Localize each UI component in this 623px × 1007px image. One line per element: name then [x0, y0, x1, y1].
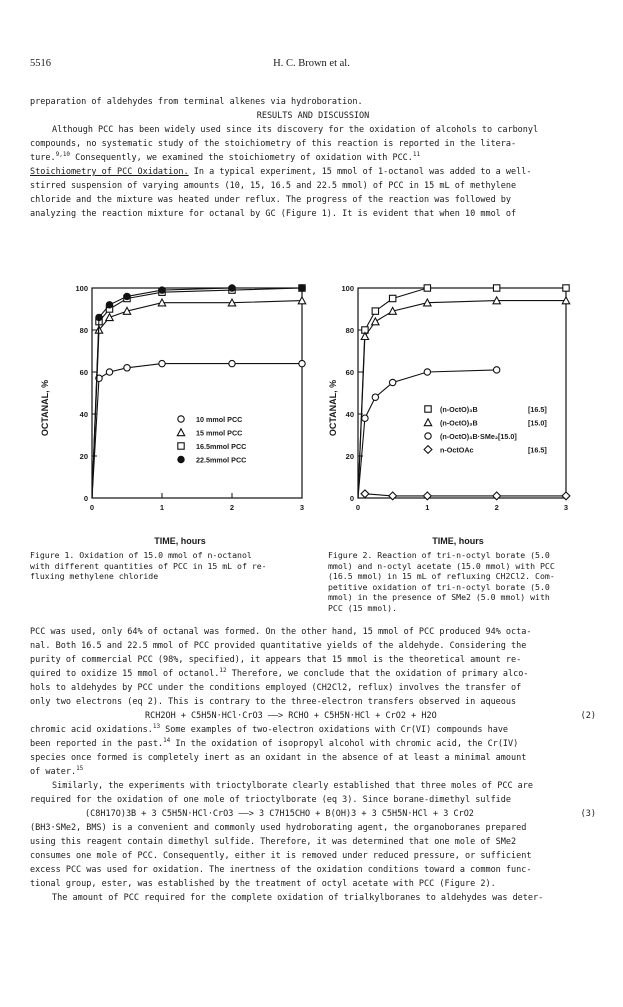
y-tick-label: 0 [349, 494, 354, 503]
text-line: nal. Both 16.5 and 22.5 mmol of PCC provided quantitative yields of the aldehyde. Considering the [30, 641, 527, 651]
legend-marker [424, 446, 432, 454]
data-point [106, 302, 112, 308]
legend-marker [425, 406, 431, 412]
text-line: only two electrons (eq 2). This is contrary to the three-electron transfers observed in aqueous [30, 697, 517, 707]
text-line: consumes one mole of PCC. Consequently, either it is removed under reduced pressure, or sufficient [30, 851, 532, 861]
data-point [106, 369, 112, 375]
text-line [30, 667, 596, 681]
legend-value: [16.5] [528, 445, 547, 455]
text-span: quired to oxidize 15 mmol of octanol. [30, 669, 220, 679]
y-tick-label: 40 [345, 410, 354, 419]
text-line: stirred suspension of varying amounts (10, 15, 16.5 and 22.5 mmol) of PCC in 15 mL of methylene [30, 181, 517, 191]
page-number: 5516 [30, 58, 51, 69]
y-tick-label: 20 [345, 452, 354, 461]
subsection-heading: Stoichiometry of PCC Oxidation. [30, 167, 189, 177]
legend-marker [425, 433, 431, 439]
data-point [562, 492, 570, 500]
legend-label: 15 mmol PCC [196, 428, 243, 438]
figure-1-chart [30, 268, 310, 558]
x-tick-label: 0 [89, 503, 95, 512]
text-span: In a typical experiment, 15 mmol of 1-octanol was added to a well- [188, 167, 532, 177]
equation-3 [30, 807, 596, 821]
x-tick-label: 2 [229, 503, 235, 512]
text-line [30, 765, 596, 779]
legend-marker [178, 456, 184, 462]
series-line [92, 301, 302, 498]
equation-number: (2) [580, 711, 596, 721]
caption-line: fluxing methylene chloride [30, 571, 159, 581]
data-point [106, 314, 113, 321]
caption-line: with different quantities of PCC in 15 mL of re- [30, 560, 267, 571]
text-line [30, 737, 596, 751]
data-point [389, 295, 395, 301]
text-line: compounds, no systematic study of the stoichiometry of this reaction is reported in the litera- [30, 139, 517, 149]
data-point [124, 365, 130, 371]
plot-frame [92, 288, 302, 498]
y-tick-label: 60 [79, 368, 88, 377]
text-line [30, 165, 596, 179]
text-span: been reported in the past. [30, 739, 164, 749]
equation-number: (3) [580, 809, 596, 819]
caption-line: Figure 1. Oxidation of 15.0 mmol of n-octanol [30, 550, 252, 560]
data-point [124, 293, 130, 299]
text-line: hols to aldehydes by PCC under the conditions employed (CH2Cl2, reflux) involves the transfer of [30, 683, 522, 693]
caption-line: petitive oxidation of tri-n-octyl borate (5.0 [328, 581, 550, 592]
figure-2 [318, 268, 598, 562]
x-tick-label: 3 [563, 503, 569, 512]
text-line: analyzing the reaction mixture for octanal by GC (Figure 1). It is evident that when 10 mmol of [30, 209, 517, 219]
y-tick-label: 80 [345, 326, 354, 335]
legend [424, 405, 547, 455]
reference-superscript: 9,10 [55, 151, 71, 159]
data-point [299, 285, 305, 291]
reference-superscript: 13 [152, 723, 161, 731]
text-line: Although PCC has been widely used since its discovery for the oxidation of alcohols to carbonyl [52, 125, 539, 135]
series-line [92, 288, 302, 498]
reference-superscript: 12 [219, 667, 227, 675]
y-tick-label: 40 [79, 410, 88, 419]
legend-label: 10 mmol PCC [196, 415, 243, 424]
intro-text [30, 95, 596, 221]
legend-label: n-OctOAc [440, 445, 474, 455]
text-line: (BH3·SMe2, BMS) is a convenient and commonly used hydroborating agent, the organoboranes prepared [30, 823, 527, 833]
y-tick-label: 20 [79, 452, 88, 461]
x-tick-label: 3 [299, 503, 305, 512]
caption-line: Figure 2. Reaction of tri-n-octyl borate (5.0 [328, 550, 550, 560]
data-point [372, 394, 378, 400]
data-point [229, 285, 235, 291]
series-line [358, 288, 566, 498]
x-axis-label: TIME, hours [432, 536, 484, 546]
equation-text: RCH2OH + C5H5N·HCl·CrO3 ——> RCHO + C5H5N·HCl + CrO2 + H2O [145, 711, 437, 721]
text-line: The amount of PCC required for the complete oxidation of trialkylboranes to aldehydes was deter- [52, 893, 544, 903]
series-line [358, 301, 566, 498]
figure-1-caption [30, 550, 267, 582]
text-line: purity of commercial PCC (98%, specified), it appears that 15 mmol is the theoretical amount re- [30, 655, 522, 665]
text-line: tional group, ester, was established by the treatment of octyl acetate with PCC (Figure 2). [30, 879, 496, 889]
text-span: Consequently, we examined the stoichiometry of oxidation with PCC. [70, 153, 413, 163]
figure-1 [30, 268, 310, 562]
data-point [362, 415, 368, 421]
data-point [372, 308, 378, 314]
data-point [493, 492, 501, 500]
text-span: ture. [30, 153, 56, 163]
figure-2-caption [328, 550, 555, 613]
data-point [424, 285, 430, 291]
body-text [30, 625, 596, 905]
running-head: H. C. Brown et al. [273, 58, 350, 69]
plot-frame [358, 288, 566, 498]
caption-line: (16.5 mmol) in 15 mL of refluxing CH2Cl2. Com- [328, 571, 555, 581]
data-point [361, 490, 369, 498]
caption-line: mmol) in the presence of SMe2 (5.0 mmol) with [328, 592, 550, 602]
data-point [299, 360, 305, 366]
reference-superscript: 11 [412, 151, 421, 159]
text-line: excess PCC was used for oxidation. The inertness of the oxidation conditions toward a common func- [30, 865, 532, 875]
text-line [30, 151, 596, 165]
legend-label: 16.5mmol PCC [196, 442, 247, 451]
figure-2-chart [318, 268, 598, 558]
y-axis-label: OCTANAL, % [40, 379, 50, 437]
caption-line: mmol) and n-octyl acetate (15.0 mmol) with PCC [328, 560, 555, 571]
text-line [30, 723, 596, 737]
text-span: Therefore, we conclude that the oxidation of primary alco- [226, 669, 529, 679]
text-span: Some examples of two-electron oxidations with Cr(VI) compounds have [160, 725, 509, 735]
text-span: chromic acid oxidations. [30, 725, 153, 735]
text-line: Similarly, the experiments with trioctylborate clearly established that three moles of PCC are [52, 781, 534, 791]
reference-superscript: 15 [76, 765, 84, 773]
x-tick-label: 1 [425, 503, 430, 512]
data-point [389, 379, 395, 385]
legend-label: (n-OctO)₃B·SMe₂[15.0] [440, 432, 517, 441]
legend-value: [15.0] [528, 418, 547, 428]
x-tick-label: 0 [355, 503, 361, 512]
equation-2 [30, 709, 596, 723]
text-line: PCC was used, only 64% of octanal was formed. On the other hand, 15 mmol of PCC produced 94% octa- [30, 627, 532, 637]
y-tick-label: 0 [83, 494, 88, 503]
data-point [493, 367, 499, 373]
page-header [30, 58, 593, 72]
legend-marker [178, 416, 184, 422]
text-span: In the oxidation of isopropyl alcohol with chromic acid, the Cr(IV) [170, 739, 519, 749]
text-line: species once formed is completely inert as an oxidant in the absence of at least a minimal amount [30, 753, 527, 763]
legend-label: 22.5mmol PCC [196, 455, 247, 465]
x-axis-label: TIME, hours [154, 536, 206, 546]
y-tick-label: 60 [345, 368, 354, 377]
section-title: RESULTS AND DISCUSSION [256, 111, 370, 121]
text-line: preparation of aldehydes from terminal alkenes via hydroboration. [30, 97, 363, 107]
caption-line: PCC (15 mmol). [328, 602, 398, 613]
data-point [96, 314, 102, 320]
text-line: chloride and the mixture was heated under reflux. The progress of the reaction was followed by [30, 195, 512, 205]
legend-label: (n-OctO)₃B [440, 418, 478, 428]
x-tick-label: 2 [494, 503, 499, 512]
legend-marker [178, 443, 184, 449]
equation-text: (C8H17O)3B + 3 C5H5N·HCl·CrO3 ——> 3 C7H15CHO + B(OH)3 + 3 C5H5N·HCl + 3 CrO2 [85, 809, 474, 819]
legend-marker [177, 429, 184, 436]
y-axis-label: OCTANAL, % [328, 379, 338, 437]
y-tick-label: 100 [75, 284, 88, 293]
data-point [372, 318, 379, 325]
data-point [389, 492, 397, 500]
legend-marker [424, 419, 431, 426]
text-span: of water. [30, 767, 77, 777]
data-point [424, 369, 430, 375]
data-point [229, 360, 235, 366]
data-point [563, 285, 569, 291]
data-point [159, 360, 165, 366]
text-line: using this reagent contain dimethyl sulfide. Therefore, it was determined that one mole of SMe2 [30, 837, 517, 847]
data-point [423, 492, 431, 500]
data-point [493, 285, 499, 291]
text-line: required for the oxidation of one mole of trioctylborate (eq 3). Since borane-dimethyl sulfide [30, 795, 512, 805]
y-tick-label: 80 [79, 326, 88, 335]
legend-value: [16.5] [528, 405, 547, 414]
legend [177, 415, 246, 465]
legend-label: (n-OctO)₃B [440, 405, 478, 414]
reference-superscript: 14 [163, 737, 171, 745]
data-point [159, 287, 165, 293]
x-tick-label: 1 [159, 503, 165, 512]
y-tick-label: 100 [341, 284, 354, 293]
series-line [92, 288, 302, 498]
